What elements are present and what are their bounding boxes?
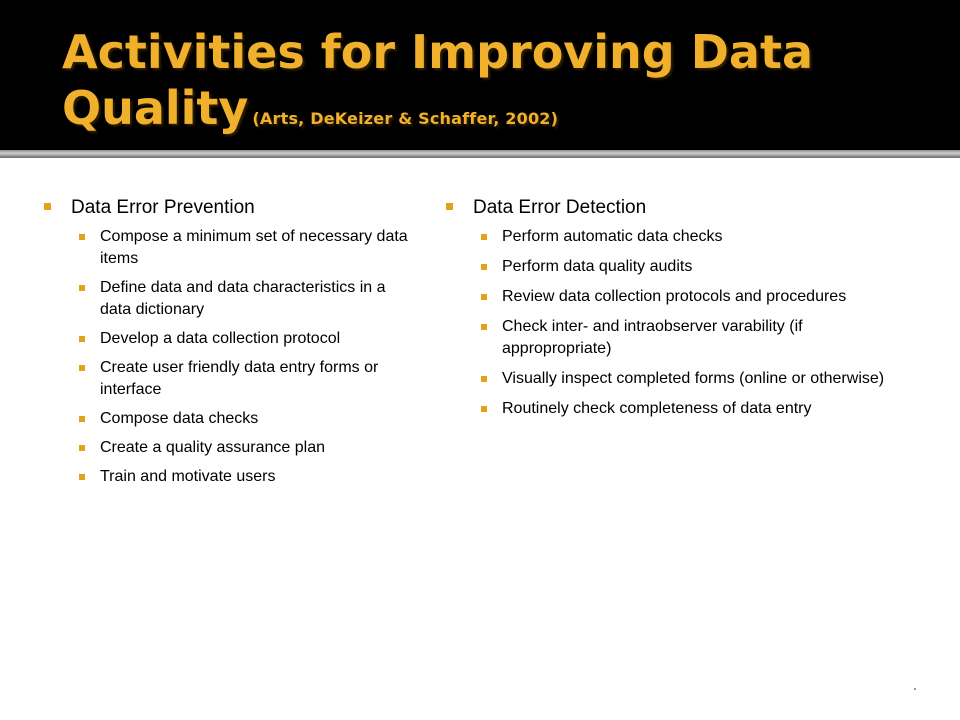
slide-title [62, 24, 942, 147]
square-bullet-icon [79, 336, 85, 342]
square-bullet-icon [79, 285, 85, 291]
list-item [479, 286, 892, 308]
square-bullet-icon [79, 474, 85, 480]
list-item-text: Perform data quality audits [502, 258, 693, 275]
list-item-text: Create user friendly data entry forms or interface [100, 359, 379, 398]
square-bullet-icon [44, 203, 51, 210]
slide-title-citation: (Arts, DeKeizer & Schaffer, 2002) [252, 109, 559, 128]
title-divider [0, 150, 960, 158]
square-bullet-icon [79, 234, 85, 240]
list-item-text: Define data and data characteristics in a data dictionary [100, 279, 386, 318]
list-item-text: Develop a data collection protocol [100, 330, 341, 347]
left-column-heading-text: Data Error Prevention [71, 197, 255, 218]
list-item-text: Create a quality assurance plan [100, 439, 326, 456]
list-item-text: Check inter- and intraobserver varability (if appropropriate) [502, 318, 803, 357]
list-item-text: Compose data checks [100, 410, 259, 427]
square-bullet-icon [481, 294, 487, 300]
list-item [479, 226, 892, 248]
square-bullet-icon [79, 365, 85, 371]
slide-title-main: Activities for Improving Data Quality [62, 25, 814, 135]
title-bar [0, 0, 960, 150]
square-bullet-icon [481, 324, 487, 330]
list-item [479, 368, 892, 390]
square-bullet-icon [481, 264, 487, 270]
square-bullet-icon [446, 203, 453, 210]
right-column-heading-text: Data Error Detection [473, 197, 647, 218]
list-item-text: Visually inspect completed forms (online or otherwise) [502, 370, 885, 387]
square-bullet-icon [79, 416, 85, 422]
slide-footer-dot [914, 688, 916, 690]
list-item [77, 277, 412, 321]
list-item [77, 466, 412, 488]
list-item [479, 398, 892, 420]
square-bullet-icon [481, 406, 487, 412]
list-item [77, 226, 412, 270]
list-item [77, 328, 412, 350]
list-item-text: Review data collection protocols and procedures [502, 288, 847, 305]
list-item-text: Compose a minimum set of necessary data items [100, 228, 408, 267]
right-column-list [442, 226, 892, 420]
square-bullet-icon [79, 445, 85, 451]
list-item-text: Train and motivate users [100, 468, 276, 485]
left-column-heading [40, 196, 412, 220]
right-column-heading [442, 196, 892, 220]
list-item-text: Routinely check completeness of data entry [502, 400, 812, 417]
slide-content [0, 158, 960, 720]
left-column-list [40, 226, 412, 488]
list-item [77, 357, 412, 401]
list-item [479, 256, 892, 278]
right-column [442, 196, 892, 428]
list-item-text: Perform automatic data checks [502, 228, 723, 245]
square-bullet-icon [481, 376, 487, 382]
left-column [40, 196, 412, 495]
list-item [77, 408, 412, 430]
list-item [479, 316, 892, 360]
square-bullet-icon [481, 234, 487, 240]
list-item [77, 437, 412, 459]
